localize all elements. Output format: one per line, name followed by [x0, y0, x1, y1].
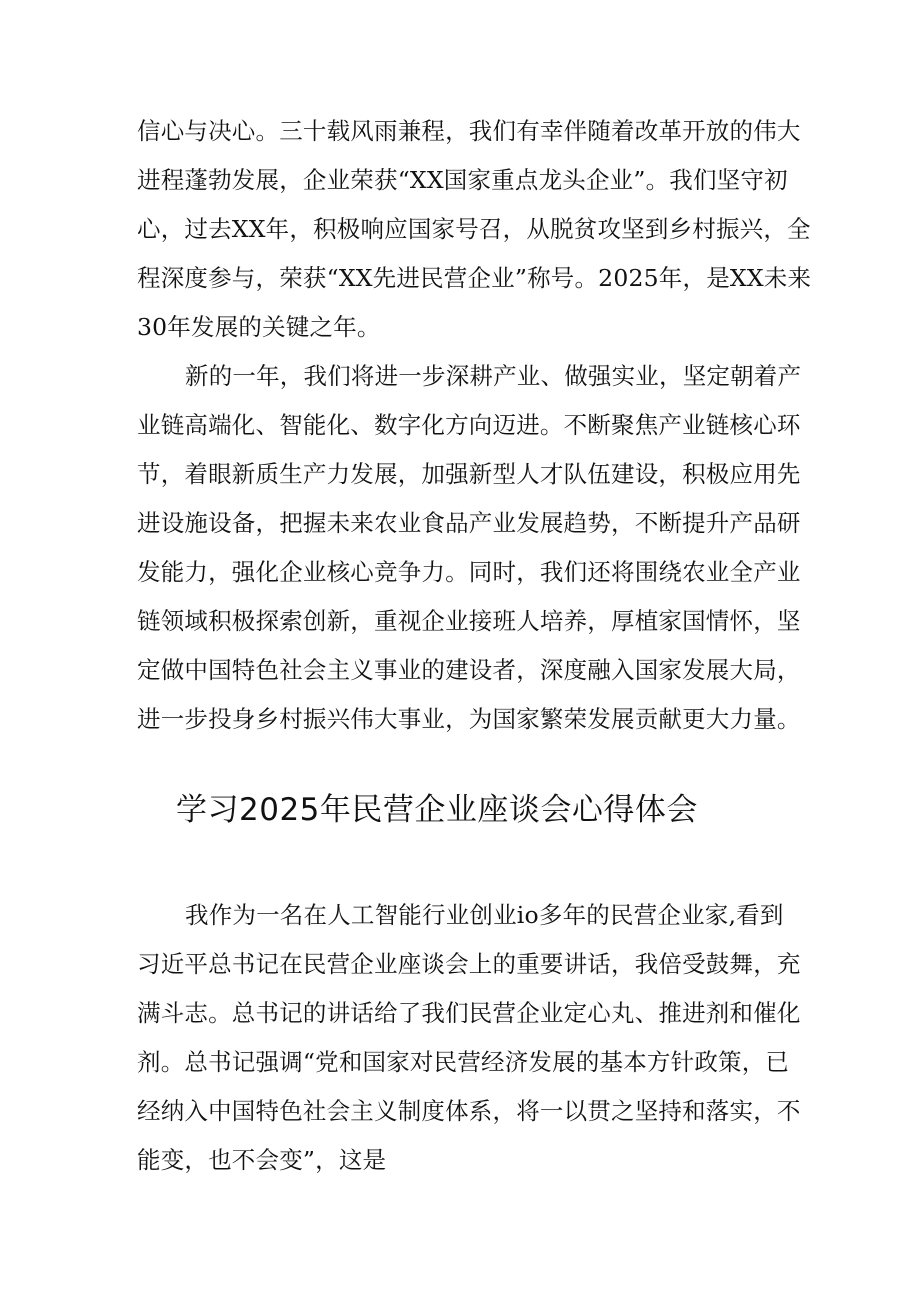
paragraph-line: 能变，也不会变”，这是: [137, 1146, 387, 1174]
paragraph-line: 剂。总书记强调“党和国家对民营经济发展的基本方针政策，已: [137, 1048, 790, 1076]
paragraph-line: 定做中国特色社会主义事业的建设者，深度融入国家发展大局，: [137, 656, 801, 684]
paragraph-line: 心，过去XX年，积极响应国家号召，从脱贫攻坚到乡村振兴，全: [137, 215, 811, 243]
paragraph-line: 新的一年，我们将进一步深耕产业、做强实业，坚定朝着产: [185, 362, 802, 390]
paragraph-line: 经纳入中国特色社会主义制度体系，将一以贯之坚持和落实，不: [137, 1097, 801, 1125]
paragraph-line: 发能力，强化企业核心竞争力。同时，我们还将围绕农业全产业: [137, 558, 801, 586]
paragraph-line: 进一步投身乡村振兴伟大事业，为国家繁荣发展贡献更大力量。: [137, 705, 801, 733]
paragraph-line: 节，着眼新质生产力发展，加强新型人才队伍建设，积极应用先: [137, 460, 801, 488]
paragraph-line: 进设施设备，把握未来农业食品产业发展趋势，不断提升产品研: [137, 509, 801, 537]
document-title: 学习2025年民营企业座谈会心得体会: [176, 792, 698, 828]
paragraph-line: 程深度参与，荣获“XX先进民营企业”称号。2025年，是XX未来: [137, 264, 812, 292]
paragraph-line: 30年发展的关键之年。: [137, 313, 381, 341]
paragraph-line: 我作为一名在人工智能行业创业io多年的民营企业家,看到: [185, 901, 784, 929]
paragraph-line: 链领域积极探索创新，重视企业接班人培养，厚植家国情怀，坚: [137, 607, 801, 635]
paragraph-line: 进程蓬勃发展，企业荣获“XX国家重点龙头企业”。我们坚守初: [137, 166, 788, 194]
paragraph-line: 信心与决心。三十载风雨兼程，我们有幸伴随着改革开放的伟大: [137, 117, 801, 145]
paragraph-line: 业链高端化、智能化、数字化方向迈进。不断聚焦产业链核心环: [137, 411, 801, 439]
paragraph-line: 习近平总书记在民营企业座谈会上的重要讲话，我倍受鼓舞，充: [137, 950, 801, 978]
paragraph-line: 满斗志。总书记的讲话给了我们民营企业定心丸、推进剂和催化: [137, 999, 801, 1027]
